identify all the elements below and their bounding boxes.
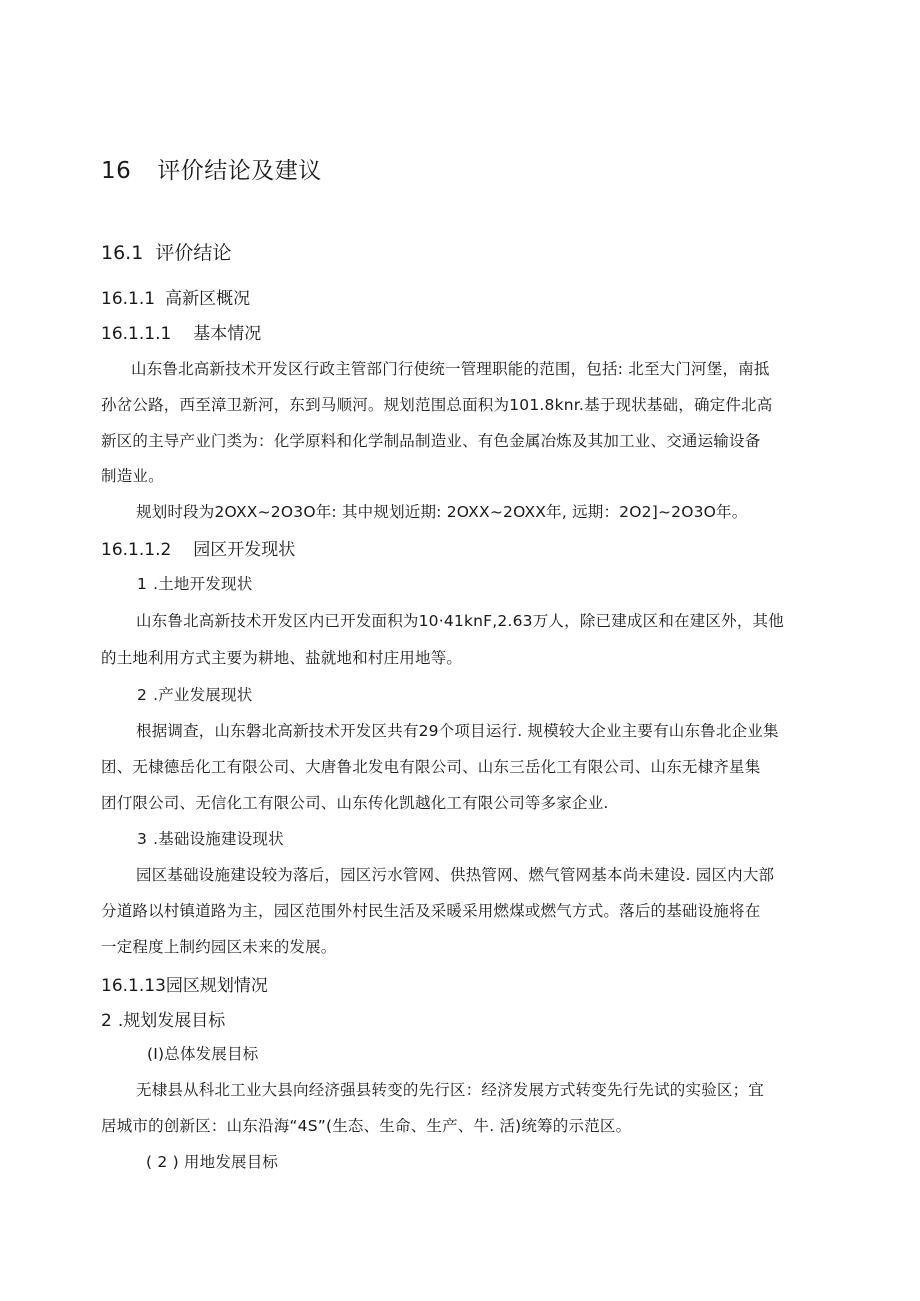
list-item-label: .土地开发现状 [153,575,253,593]
list-item-heading [137,683,252,705]
section-title: 评价结论 [155,242,232,264]
section-title: 高新区概况 [165,289,251,309]
list-item-marker: 2 [137,686,148,704]
section-heading-16-1-1-3: 16.1.13园区规划情况 [101,976,268,996]
paragraph-line: 制造业。 [101,467,164,485]
paragraph-line: 团仃限公司、无信化工有限公司、山东传化凯越化工有限公司等多家企业. [101,794,609,812]
list-item-heading [137,827,284,849]
list-item-marker: 1 [137,575,148,593]
section-heading-16-1 [101,238,231,265]
paragraph-line: 山东鲁北高新技术开发区行政主管部门行使统一管理职能的范围，包括: 北至大门河堡，南抵 [131,360,770,378]
paragraph-line: 分道路以村镇道路为主，园区范围外村民生活及采暖采用燃煤或燃气方式。落后的基础设施将在 [101,902,761,920]
section-title: 园区开发现状 [193,540,296,560]
paragraph-line: 居城市的创新区：山东沿海“4S”(生态、生命、生产、牛. 活)统筹的示范区。 [101,1117,632,1135]
section-number: 16.1.1 [101,289,156,309]
chapter-number: 16 [101,158,132,184]
paragraph-line: 团、无棣德岳化工有限公司、大唐鲁北发电有限公司、山东三岳化工有限公司、山东无棣齐星集 [101,758,761,776]
section-title: 基本情况 [193,324,262,344]
section-heading-16-1-1 [101,284,250,309]
subsection-marker: 2 [101,1011,112,1031]
section-number: 16.1.1.1 [101,324,172,344]
section-heading-16-1-1-2 [101,535,295,560]
goal-heading-land-use: ( 2 ) 用地发展目标 [146,1153,279,1171]
chapter-title: 评价结论及建议 [157,158,322,184]
list-item-label: .基础设施建设现状 [153,830,284,848]
paragraph-line: 山东鲁北高新技术开发区内已开发面积为10·41knF,2.63万人，除已建成区和在建区外，其他 [136,612,784,630]
section-heading-16-1-1-1 [101,319,261,344]
paragraph-line: 孙岔公路，西至漳卫新河，东到马顺河。规划范围总面积为101.8knr.基于现状基础，确定件北高 [101,396,773,414]
section-number: 16.1 [101,242,144,264]
paragraph-line: 无棣县从科北工业大县向经济强县转变的先行区：经济发展方式转变先行先试的实验区；宜 [136,1081,765,1099]
paragraph-line: 一定程度上制约园区未来的发展。 [101,938,337,956]
list-item-heading [137,572,252,594]
paragraph-line: 根据调查，山东磐北高新技术开发区共有29个项目运行. 规模较大企业主要有山东鲁北企业集 [136,722,779,740]
subsection-heading [101,1006,225,1031]
list-item-label: .产业发展现状 [153,686,253,704]
paragraph-line: 新区的主导产业门类为：化学原料和化学制品制造业、有色金属冶炼及其加工业、交通运输设备 [101,432,761,450]
paragraph-line: 的土地利用方式主要为耕地、盐就地和村庄用地等。 [101,649,463,667]
chapter-heading [101,152,322,185]
planning-period-paragraph: 规划时段为2OXX~2O3O年: 其中规划近期: 2OXX~2OXX年, 远期：2O2]~2O3O年。 [136,503,748,521]
goal-heading-overall: (I)总体发展目标 [147,1045,259,1063]
subsection-label: .规划发展目标 [117,1011,226,1031]
paragraph-line: 园区基础设施建设较为落后，园区污水管网、供热管网、燃气管网基本尚未建设. 园区内大部 [136,866,775,884]
section-number: 16.1.1.2 [101,540,172,560]
list-item-marker: 3 [137,830,148,848]
